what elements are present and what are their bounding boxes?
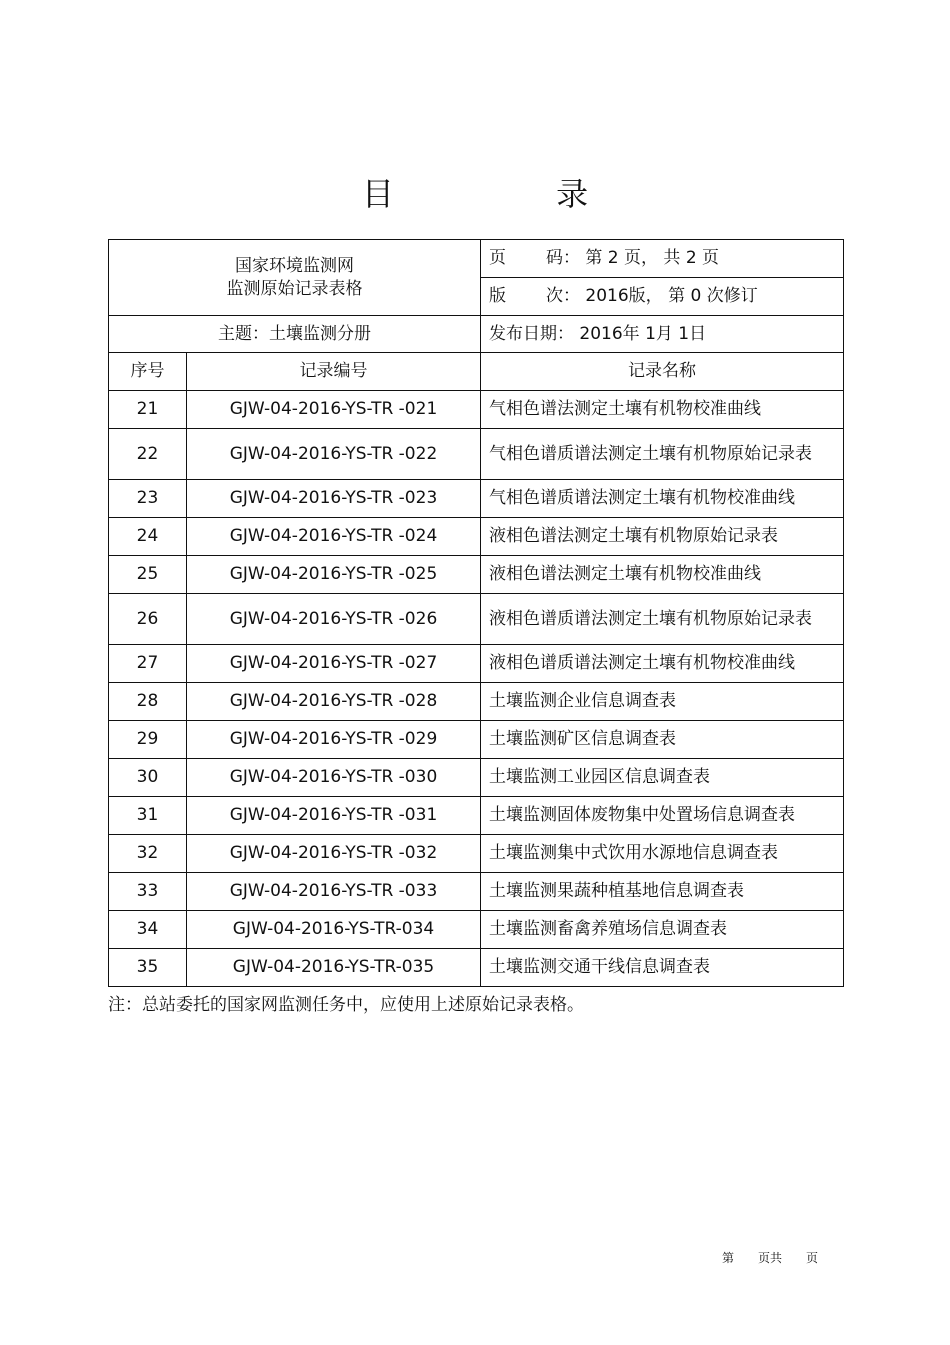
row-code: GJW-04-2016-YS-TR -021 [187,391,481,429]
row-name: 土壤监测果蔬种植基地信息调查表 [481,873,844,911]
row-code: GJW-04-2016-YS-TR-035 [187,949,481,987]
page-label-suffix: 码： [546,248,580,268]
table-row [109,594,844,645]
row-seq: 24 [109,518,187,556]
record-index-table [108,239,844,987]
table-row [109,429,844,480]
row-name: 土壤监测矿区信息调查表 [481,721,844,759]
row-name: 土壤监测集中式饮用水源地信息调查表 [481,835,844,873]
row-seq: 29 [109,721,187,759]
page-label: 页 [489,248,506,268]
row-code: GJW-04-2016-YS-TR -025 [187,556,481,594]
edition-label-suffix: 次： [546,286,580,306]
row-code: GJW-04-2016-YS-TR -024 [187,518,481,556]
row-code: GJW-04-2016-YS-TR -031 [187,797,481,835]
row-seq: 25 [109,556,187,594]
row-name: 液相色谱质谱法测定土壤有机物原始记录表 [481,594,844,645]
row-name: 土壤监测企业信息调查表 [481,683,844,721]
row-seq: 30 [109,759,187,797]
row-seq: 27 [109,645,187,683]
row-code: GJW-04-2016-YS-TR -026 [187,594,481,645]
row-name: 气相色谱法测定土壤有机物校准曲线 [481,391,844,429]
organization-cell [109,240,481,316]
row-name: 土壤监测交通干线信息调查表 [481,949,844,987]
row-seq: 22 [109,429,187,480]
table-row [109,759,844,797]
table-row [109,949,844,987]
row-code: GJW-04-2016-YS-TR -022 [187,429,481,480]
row-name: 液相色谱法测定土壤有机物原始记录表 [481,518,844,556]
table-row [109,645,844,683]
row-seq: 26 [109,594,187,645]
row-code: GJW-04-2016-YS-TR -032 [187,835,481,873]
row-name: 液相色谱法测定土壤有机物校准曲线 [481,556,844,594]
page-value: 第 2 页， 共 2 页 [585,248,720,268]
column-header-name: 记录名称 [481,353,844,391]
row-name: 土壤监测固体废物集中处置场信息调查表 [481,797,844,835]
row-name: 土壤监测畜禽养殖场信息调查表 [481,911,844,949]
row-seq: 34 [109,911,187,949]
table-row [109,873,844,911]
table-row [109,797,844,835]
row-name: 液相色谱质谱法测定土壤有机物校准曲线 [481,645,844,683]
row-code: GJW-04-2016-YS-TR -033 [187,873,481,911]
row-code: GJW-04-2016-YS-TR-034 [187,911,481,949]
table-row [109,683,844,721]
subject-cell: 主题：土壤监测分册 [109,316,481,353]
row-code: GJW-04-2016-YS-TR -030 [187,759,481,797]
row-seq: 33 [109,873,187,911]
row-code: GJW-04-2016-YS-TR -027 [187,645,481,683]
row-seq: 21 [109,391,187,429]
table-row [109,391,844,429]
page-info-cell [481,240,844,278]
table-row [109,721,844,759]
row-seq: 32 [109,835,187,873]
column-header-seq: 序号 [109,353,187,391]
org-name: 国家环境监测网 [235,255,354,276]
table-row [109,518,844,556]
table-row [109,911,844,949]
release-date-value: 2016年 1月 1日 [579,323,707,344]
page-title: 目 录 [361,175,665,213]
edition-info-cell [481,278,844,316]
row-code: GJW-04-2016-YS-TR -028 [187,683,481,721]
row-name: 土壤监测工业园区信息调查表 [481,759,844,797]
row-code: GJW-04-2016-YS-TR -023 [187,480,481,518]
row-seq: 28 [109,683,187,721]
row-seq: 31 [109,797,187,835]
row-seq: 35 [109,949,187,987]
table-row [109,480,844,518]
page-footer: 第 页共 页 [722,1251,819,1265]
edition-value: 2016版， 第 0 次修订 [585,286,758,306]
release-date-cell [481,316,844,353]
footnote: 注：总站委托的国家网监测任务中，应使用上述原始记录表格。 [108,995,584,1015]
release-date-label: 发布日期： [489,323,574,344]
table-row [109,835,844,873]
table-row [109,556,844,594]
row-seq: 23 [109,480,187,518]
row-code: GJW-04-2016-YS-TR -029 [187,721,481,759]
row-name: 气相色谱质谱法测定土壤有机物校准曲线 [481,480,844,518]
column-header-code: 记录编号 [187,353,481,391]
form-series-name: 监测原始记录表格 [226,278,363,299]
row-name: 气相色谱质谱法测定土壤有机物原始记录表 [481,429,844,480]
edition-label: 版 [489,286,506,306]
